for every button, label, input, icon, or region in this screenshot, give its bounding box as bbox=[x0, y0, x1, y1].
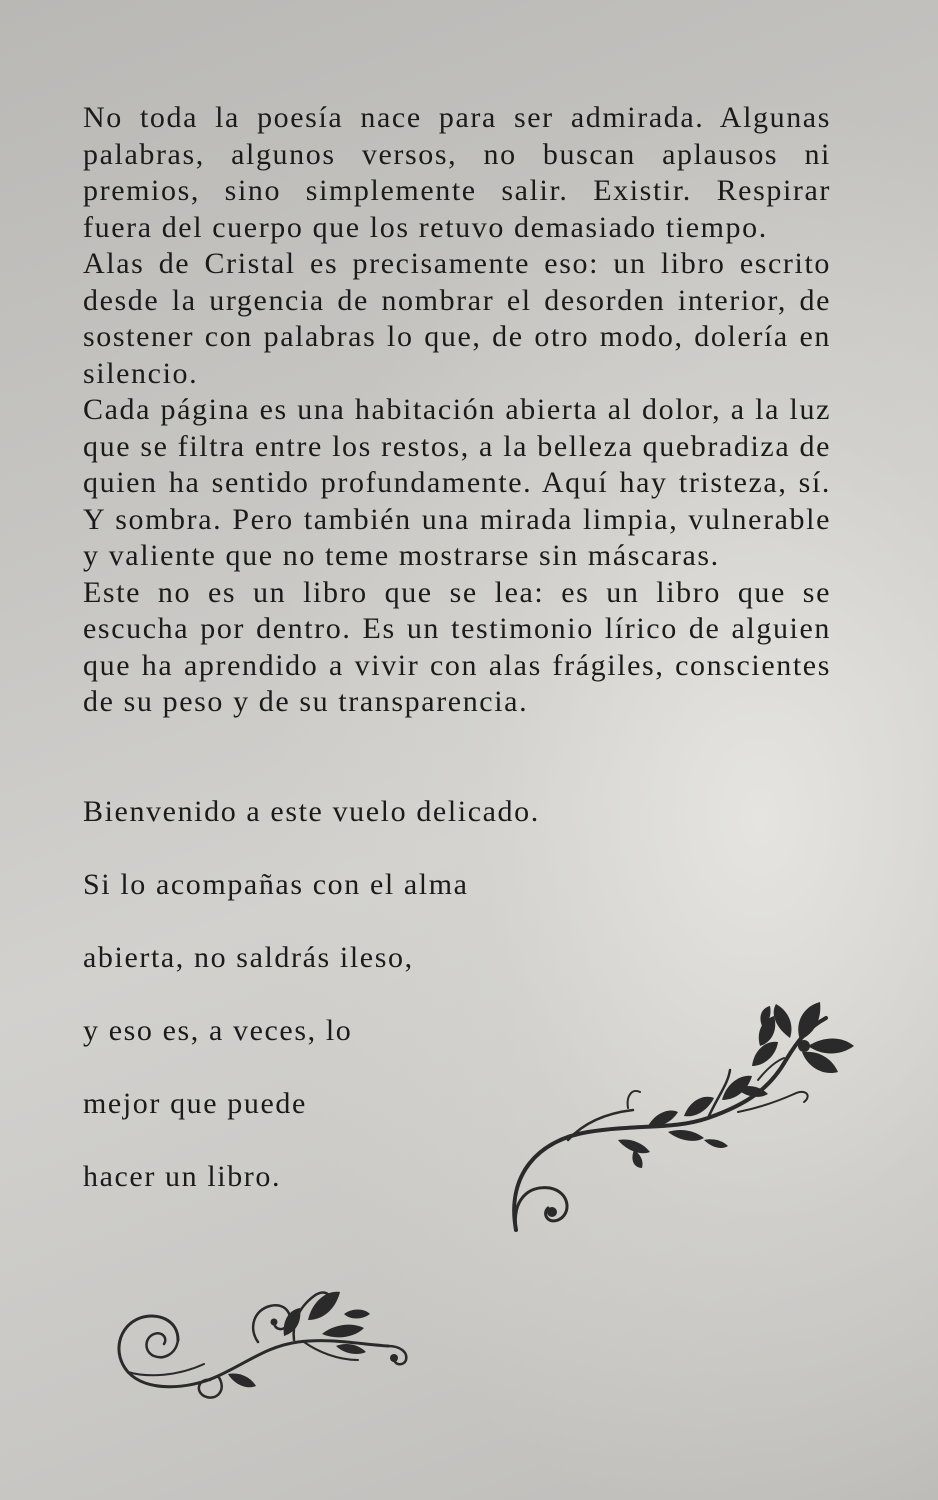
closing-line: Si lo acompañas con el alma bbox=[83, 867, 469, 901]
closing-line: y eso es, a veces, lo bbox=[83, 1013, 353, 1047]
closing-line: Bienvenido a este vuelo delicado. bbox=[83, 794, 540, 828]
paragraph-1: No toda la poesía nace para ser admirada. Algunas palabras, algunos versos, no buscan aplausos ni premios, sino simplemente salir. Existir. Respirar fuera del cuerpo que los retuvo demasiado tiempo. bbox=[83, 101, 831, 244]
paragraph-3: Cada página es una habitación abierta al dolor, a la luz que se filtra entre los restos, a la belleza quebradiza de quien ha sentido profundamente. Aquí hay tristeza, sí. Y sombra. Pero también una mirada limpia, vulnerable y valiente que no teme mostrarse sin máscaras. bbox=[83, 393, 831, 572]
paragraph-2: Alas de Cristal es precisamente eso: un libro escrito desde la urgencia de nombrar el desorden interior, de sostener con palabras lo que, de otro modo, dolería en silencio. bbox=[83, 247, 831, 390]
floral-vine-ornament bbox=[508, 1000, 858, 1235]
paragraph-4: Este no es un libro que se lea: es un libro que se escucha por dentro. Es un testimonio lírico de alguien que ha aprendido a vivir con alas frágiles, conscientes de su peso y de su transparencia. bbox=[83, 575, 831, 718]
closing-line: hacer un libro. bbox=[83, 1159, 282, 1193]
closing-line: mejor que puede bbox=[83, 1086, 307, 1120]
closing-line: abierta, no saldrás ileso, bbox=[83, 940, 414, 974]
scroll-flourish-ornament bbox=[108, 1280, 418, 1405]
